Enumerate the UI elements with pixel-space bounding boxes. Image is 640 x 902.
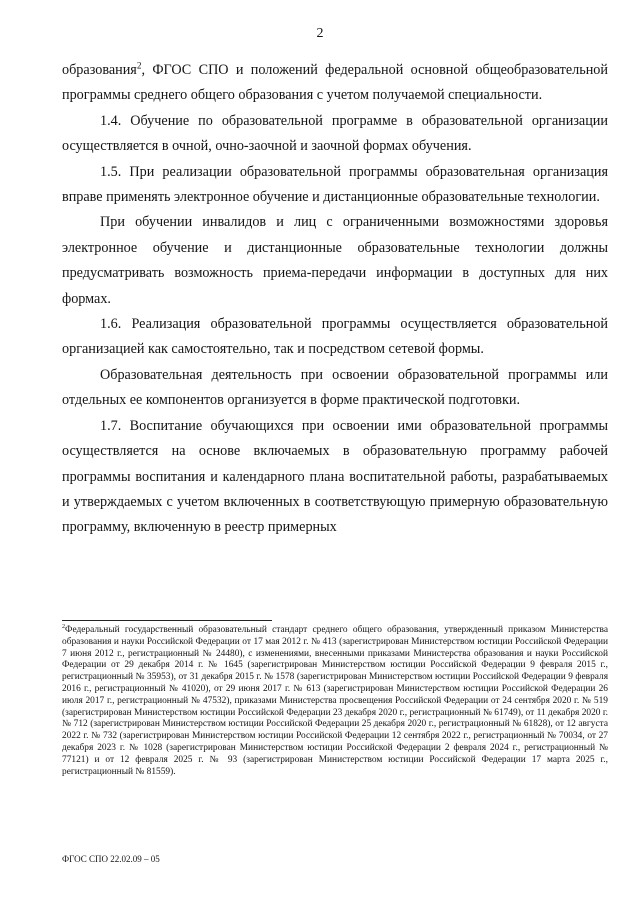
footnote <box>62 625 608 778</box>
footnote-text: Федеральный государственный образовательный стандарт среднего общего образования, утвержденный приказом Министерства образования и науки Российской Федерации от 17 мая 2012 г. № 413 (зарегистрирован Министерством юстиции Российской Федерации 7 июня 2012 г., регистрационный № 24480), с изменениями, внесенными приказами Министерства образования и науки Российской Федерации от 29 декабря 2014 г. № 1645 (зарегистрирован Министерством юстиции Российской Федерации 9 февраля 2015 г., регистрационный № 35953), от 31 декабря 2015 г. № 1578 (зарегистрирован Министерством юстиции Российской Федерации 9 февраля 2016 г., регистрационный № 41020), от 29 июня 2017 г. № 613 (зарегистрирован Министерством юстиции Российской Федерации 26 июля 2017 г., регистрационный № 47532), приказами Министерства просвещения Российской Федерации от 24 сентября 2020 г. № 519 (зарегистрирован Министерством юстиции Российской Федерации 23 декабря 2020 г., регистрационный № 61749), от 11 декабря 2020 г. № 712 (зарегистрирован Министерством юстиции Российской Федерации 25 декабря 2020 г., регистрационный № 61828), от 12 августа 2022 г. № 732 (зарегистрирован Министерством юстиции Российской Федерации 12 сентября 2022 г., регистрационный № 70034, от 27 декабря 2023 г. № 1028 (зарегистрирован Министерством юстиции Российской Федерации 2 февраля 2024 г., регистрационный № 77121) и от 12 февраля 2025 г. № 93 (зарегистрирован Министерством юстиции Российской Федерации 17 марта 2025 г., регистрационный № 81559). <box>62 625 608 777</box>
paragraph-text-rest: , ФГОС СПО и положений федеральной основной общеобразовательной программы среднего общего образования с учетом получаемой специальности. <box>62 62 608 104</box>
paragraph-practical-training: Образовательная деятельность при освоении образовательной программы или отдельных ее компонентов организуется в форме практической подготовки. <box>62 366 608 409</box>
footnote-reference: 2 <box>136 60 142 71</box>
paragraph-disabled-learners: При обучении инвалидов и лиц с ограниченными возможностями здоровья электронное обучение и дистанционные образовательные технологии должны предусматривать возможность приема-передачи информации в доступных для них формах. <box>62 214 608 307</box>
paragraph-text-start: образования <box>62 62 137 78</box>
footnote-divider <box>62 620 272 621</box>
paragraph-1-5: 1.5. При реализации образовательной программы образовательная организация вправе применять электронное обучение и дистанционные образовательные технологии. <box>62 163 608 206</box>
paragraph-1-6: 1.6. Реализация образовательной программы осуществляется образовательной организацией как самостоятельно, так и посредством сетевой формы. <box>62 316 608 358</box>
paragraph-continuation <box>62 58 608 109</box>
paragraph-1-7: 1.7. Воспитание обучающихся при освоении ими образовательной программы осуществляется на основе включаемых в образовательную программу рабочей программы воспитания и календарного плана воспитательной работы, разрабатываемых и утверждаемых с учетом включенных в соответствующую примерную образовательную программу, включенную в реестр примерных <box>62 417 608 536</box>
body-text <box>62 58 608 541</box>
page-number: 2 <box>316 26 324 41</box>
paragraph-1-4: 1.4. Обучение по образовательной программе в образовательной организации осуществляется в очной, очно-заочной и заочной формах обучения. <box>62 112 608 155</box>
document-code: ФГОС СПО 22.02.09 – 05 <box>62 854 160 864</box>
footnote-marker: 2 <box>62 623 66 630</box>
